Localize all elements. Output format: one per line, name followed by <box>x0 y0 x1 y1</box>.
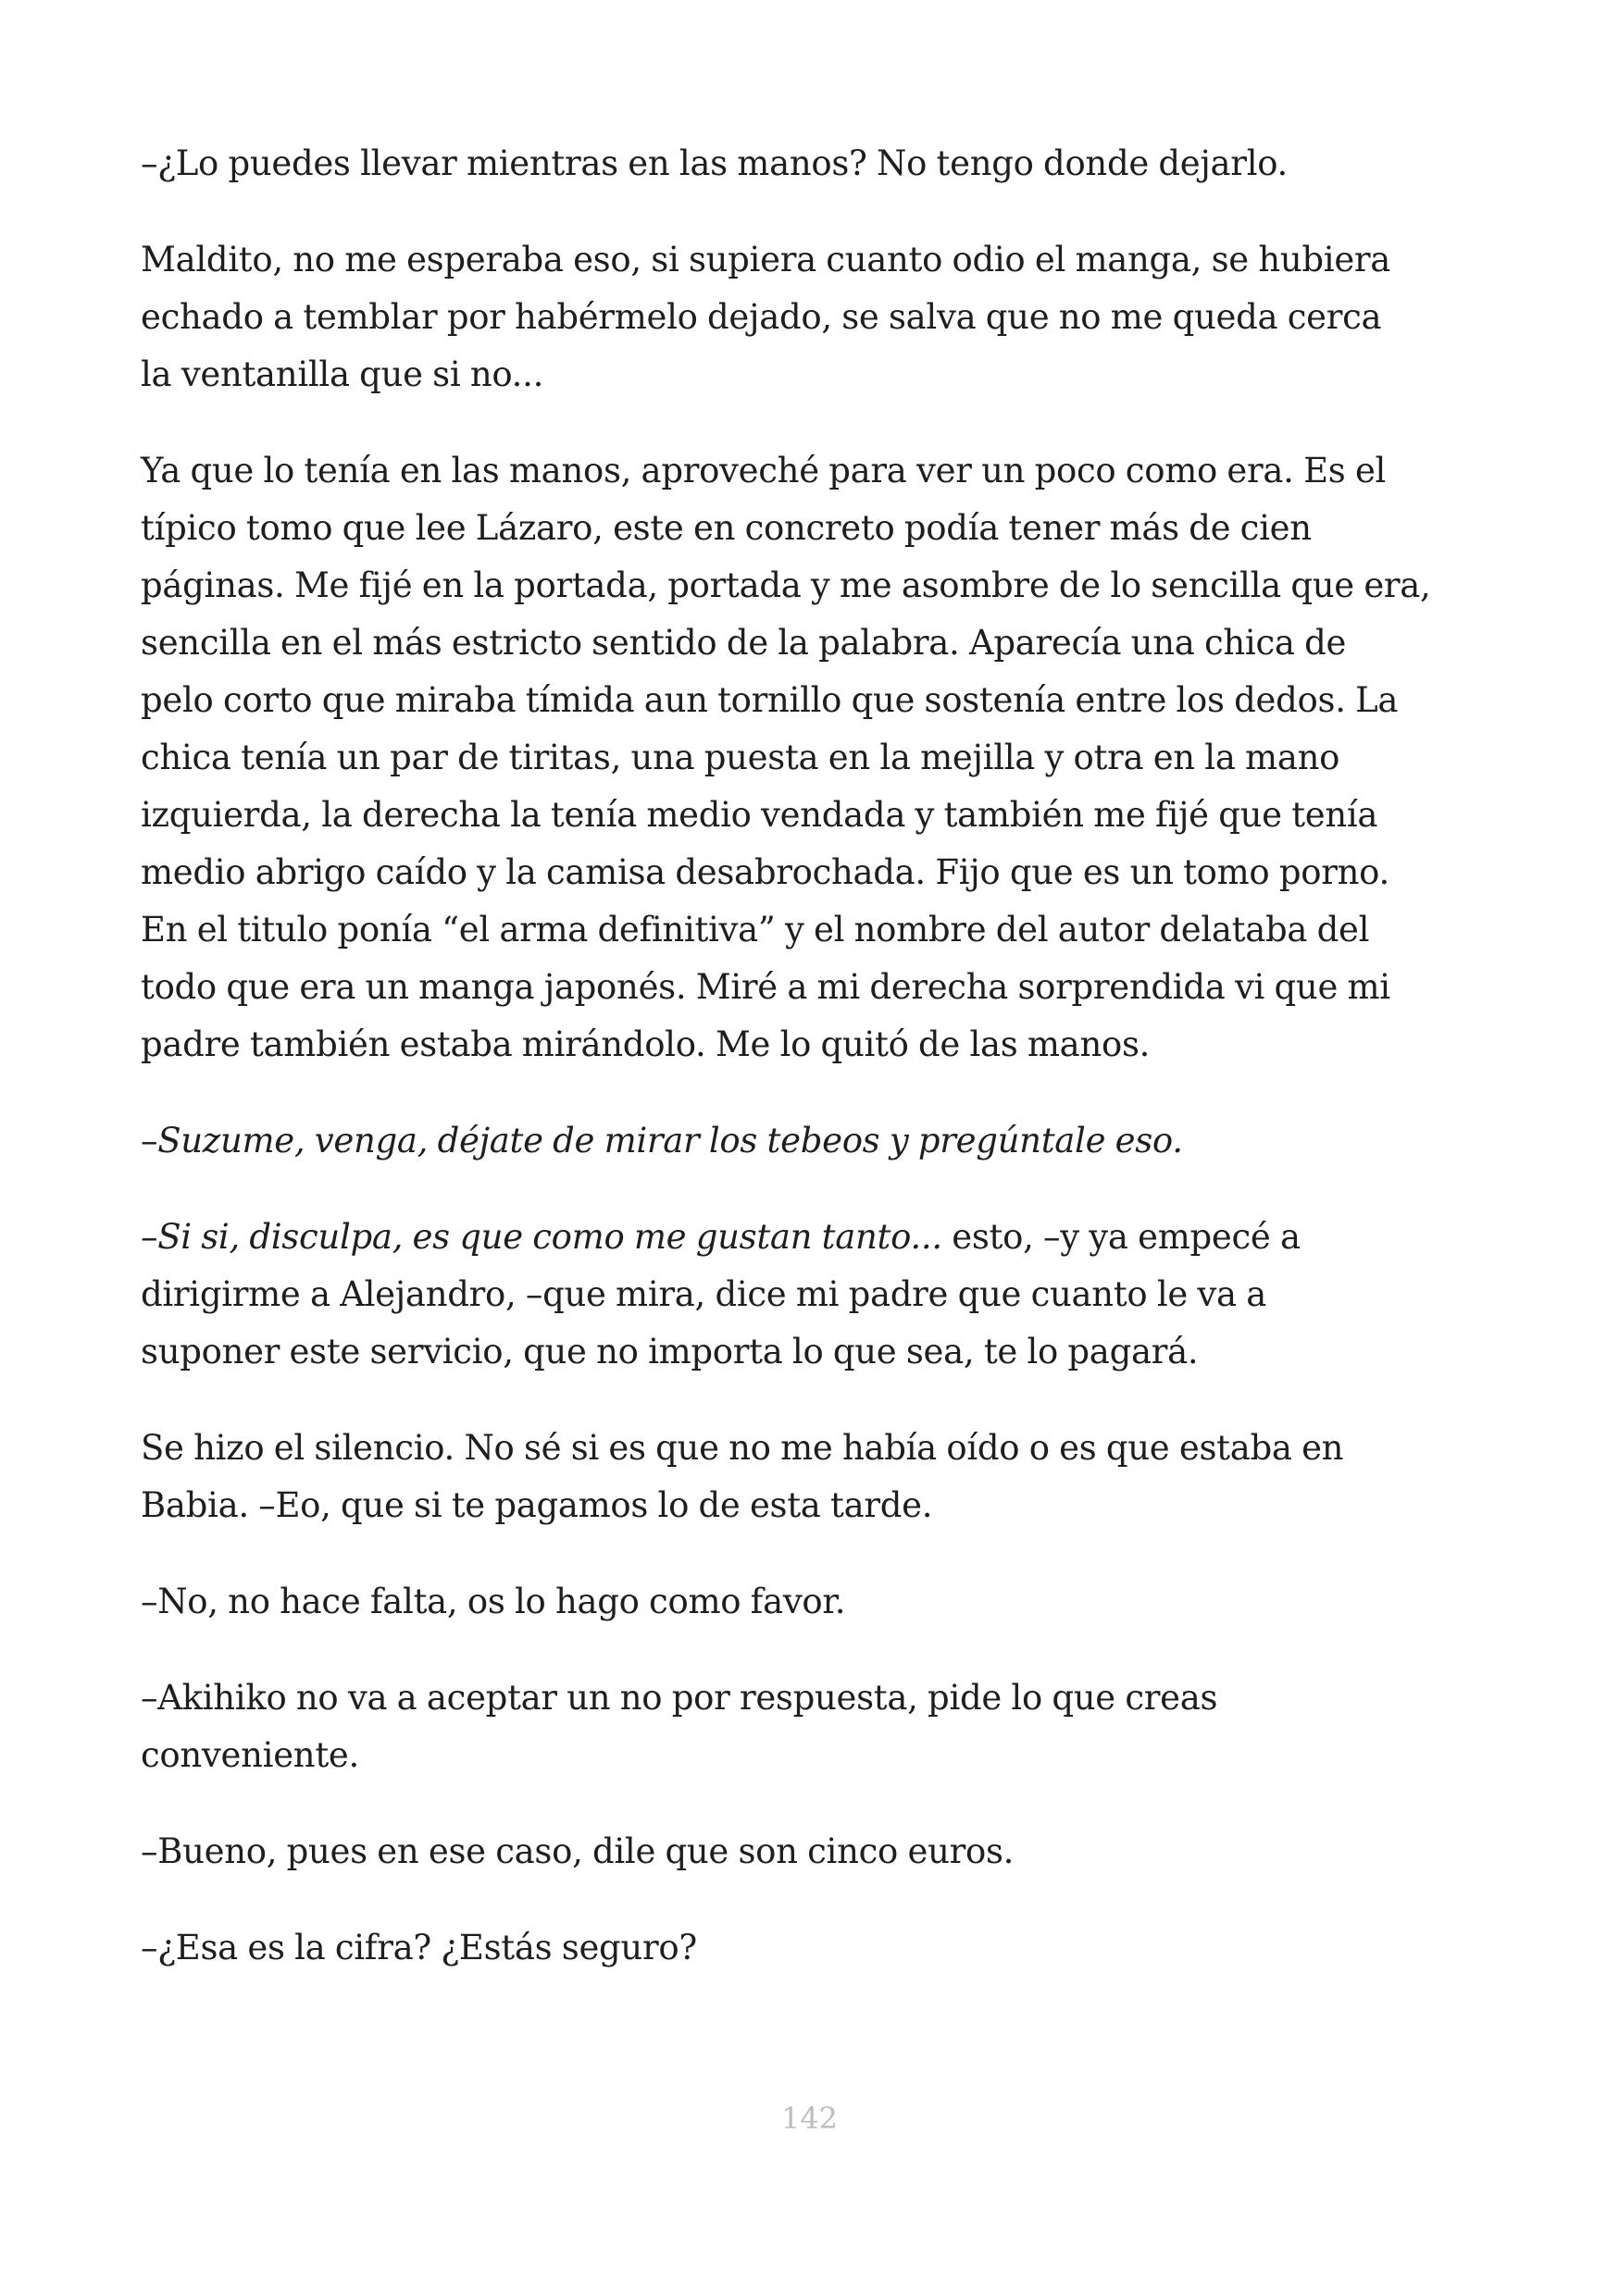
text-line: páginas. Me fijé en la portada, portada y me asombre de lo sencilla que era, <box>141 565 1431 605</box>
paragraph-3 <box>141 442 1501 1074</box>
paragraph-10 <box>141 1919 1501 1977</box>
text-line: –¿Esa es la cifra? ¿Estás seguro? <box>141 1928 697 1967</box>
italic-dialogue: Suzume, venga, déjate de mirar los tebeos y pregúntale eso. <box>157 1121 1183 1160</box>
dialogue-dash: – <box>141 1217 158 1257</box>
text-line: todo que era un manga japonés. Miré a mi derecha sorprendida vi que mi <box>141 967 1390 1007</box>
text-line: Maldito, no me esperaba eso, si supiera cuanto odio el manga, se hubiera <box>141 240 1391 279</box>
text-line: esto, –y ya empecé a <box>941 1217 1301 1257</box>
text-line: medio abrigo caído y la camisa desabrochada. Fijo que es un tomo porno. <box>141 852 1389 892</box>
text-line: típico tomo que lee Lázaro, este en concreto podía tener más de cien <box>141 508 1312 548</box>
paragraph-6 <box>141 1420 1501 1534</box>
text-line: sencilla en el más estricto sentido de la palabra. Aparecía una chica de <box>141 623 1347 663</box>
body-text <box>141 135 1501 2016</box>
text-line: –Akihiko no va a aceptar un no por respuesta, pide lo que creas <box>141 1678 1218 1718</box>
paragraph-8 <box>141 1669 1501 1784</box>
paragraph-5 <box>141 1209 1501 1381</box>
text-line: padre también estaba mirándolo. Me lo quitó de las manos. <box>141 1024 1151 1064</box>
paragraph-2 <box>141 231 1501 403</box>
text-line: pelo corto que miraba tímida aun tornillo que sostenía entre los dedos. La <box>141 680 1399 720</box>
text-line: –Bueno, pues en ese caso, dile que son cinco euros. <box>141 1831 1015 1871</box>
text-line: En el titulo ponía “el arma definitiva” y el nombre del autor delataba del <box>141 910 1370 949</box>
text-line: chica tenía un par de tiritas, una puesta en la mejilla y otra en la mano <box>141 738 1340 777</box>
paragraph-4 <box>141 1112 1501 1170</box>
page-number: 142 <box>780 2101 839 2136</box>
text-line: echado a temblar por habérmelo dejado, se salva que no me queda cerca <box>141 297 1382 337</box>
paragraph-7 <box>141 1573 1501 1631</box>
text-line: Babia. –Eo, que si te pagamos lo de esta tarde. <box>141 1485 933 1525</box>
paragraph-1 <box>141 135 1501 192</box>
text-line: la ventanilla que si no... <box>141 354 544 394</box>
text-line: –No, no hace falta, os lo hago como favor. <box>141 1582 846 1621</box>
text-line: –¿Lo puedes llevar mientras en las manos? No tengo donde dejarlo. <box>141 143 1289 183</box>
text-line: Se hizo el silencio. No sé si es que no me había oído o es que estaba en <box>141 1428 1344 1468</box>
italic-dialogue: Si si, disculpa, es que como me gustan tanto... <box>157 1217 942 1257</box>
text-line: Ya que lo tenía en las manos, aproveché para ver un poco como era. Es el <box>141 451 1387 490</box>
text-line: izquierda, la derecha la tenía medio vendada y también me fijé que tenía <box>141 795 1378 835</box>
text-line: dirigirme a Alejandro, –que mira, dice mi padre que cuanto le va a <box>141 1274 1266 1314</box>
text-line: suponer este servicio, que no importa lo que sea, te lo pagará. <box>141 1332 1199 1371</box>
dialogue-dash: – <box>141 1121 158 1160</box>
paragraph-9 <box>141 1823 1501 1880</box>
text-line: conveniente. <box>141 1735 359 1775</box>
